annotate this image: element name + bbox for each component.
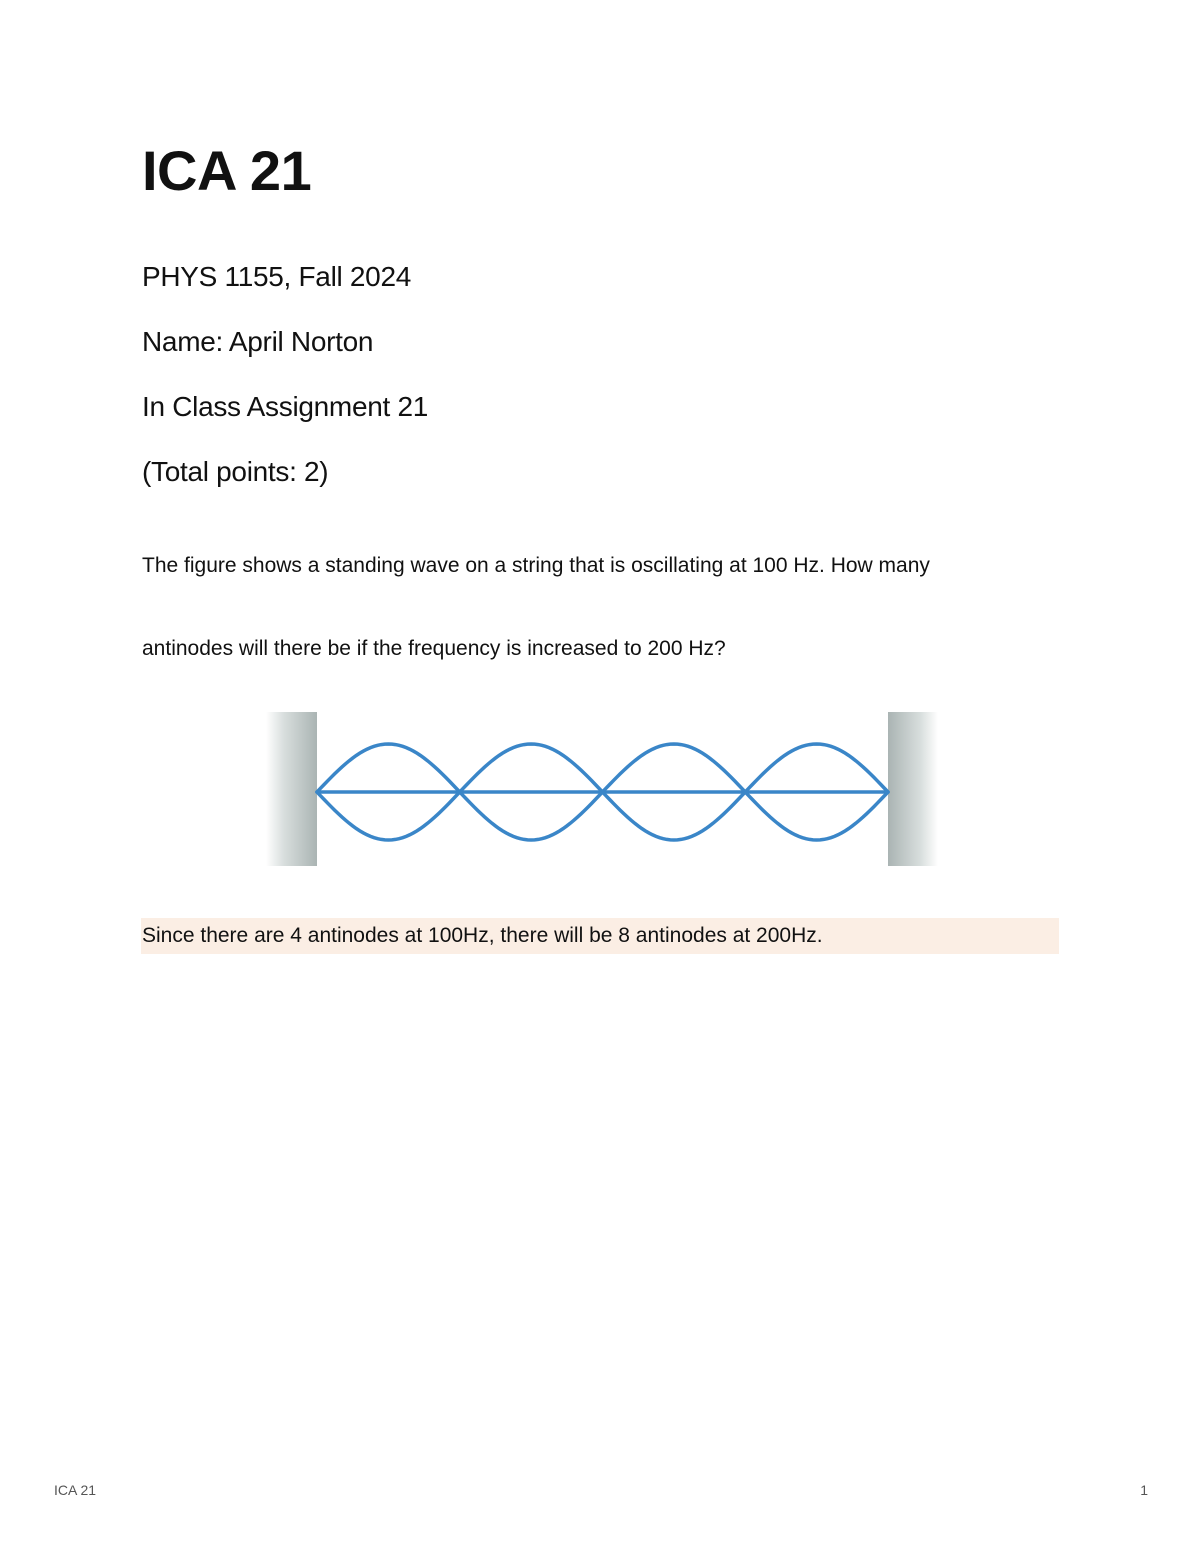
name-line: Name: April Norton (142, 326, 374, 357)
wave-lower-envelope (317, 792, 888, 840)
question-text-1: The figure shows a standing wave on a string that is oscillating at 100 Hz. How many (142, 554, 930, 577)
page-number: 1 (1140, 1482, 1148, 1498)
standing-wave-figure (266, 712, 938, 866)
right-wall (888, 712, 938, 866)
page-title: ICA 21 (142, 139, 312, 202)
wave-upper-envelope (317, 744, 888, 792)
footer-title: ICA 21 (54, 1482, 97, 1498)
answer-highlight: Since there are 4 antinodes at 100Hz, there will be 8 antinodes at 200Hz. (141, 918, 1059, 954)
points-line: (Total points: 2) (142, 456, 329, 487)
left-wall (266, 712, 317, 866)
question-text-2: antinodes will there be if the frequency is increased to 200 Hz? (142, 637, 726, 660)
assignment-line: In Class Assignment 21 (142, 391, 428, 422)
course-line: PHYS 1155, Fall 2024 (142, 261, 411, 292)
standing-wave-diagram (266, 712, 938, 866)
